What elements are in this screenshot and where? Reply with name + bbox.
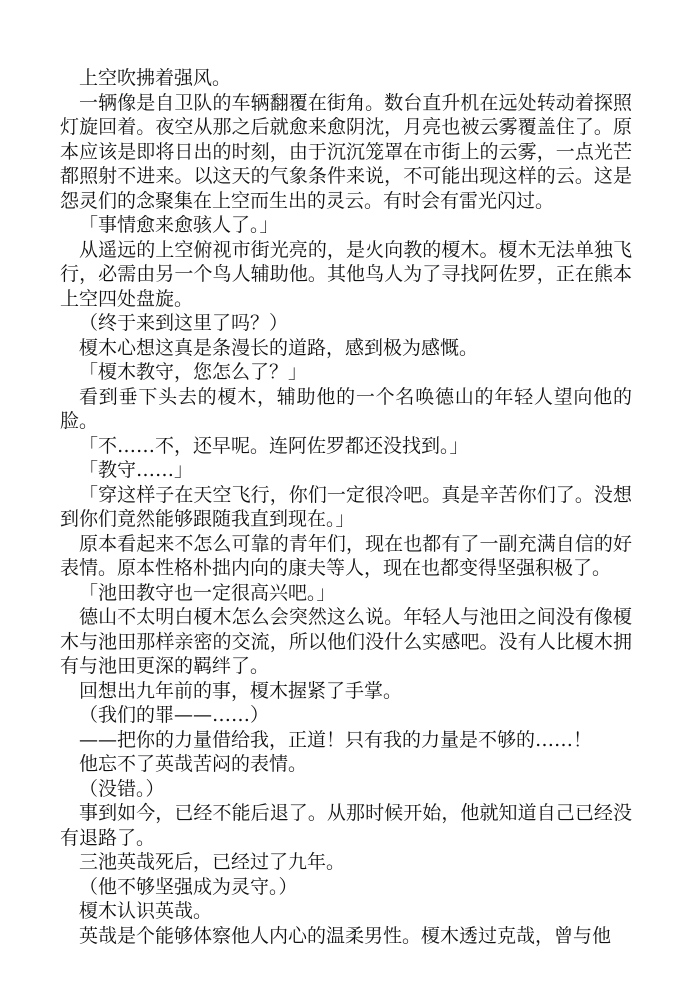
dialogue-line: 「池田教守也一定很高兴吧。」 [79,581,336,604]
paragraph: 上空吹拂着强风。 [79,67,232,89]
paragraph: 事到如今，已经不能后退了。从那时候开始，他就知道自己已经没有退路了。 [60,802,632,849]
dialogue-line: 「穿这样子在天空飞行，你们一定很冷吧。真是辛苦你们了。没想到你们竟然能够跟随我直到现在。」 [60,483,632,530]
paragraph: 一辆像是自卫队的车辆翻覆在街角。数台直升机在远处转动着探照灯旋回着。夜空从那之后就愈来愈阴沈，月亮也被云雾覆盖住了。原本应该是即将日出的时刻，由于沉沉笼罩在市街上的云雾，一点光芒都照射不进来。以这天的气象条件来说，不可能出现这样的云。这是怨灵们的念聚集在上空而生出的灵云。有时会有雷光闪过。 [60,91,632,212]
dialogue-line: 「不……不，还早呢。连阿佐罗都还没找到。」 [79,434,469,457]
paragraph: 榎木心想这真是条漫长的道路，感到极为感慨。 [79,336,479,359]
inner-thought: （没错。） [79,777,165,800]
paragraph: 三池英哉死后，已经过了九年。 [79,851,346,873]
inner-thought: （我们的罪——……） [79,704,270,726]
paragraph: 榎木认识英哉。 [79,900,213,922]
dialogue-line: 「教守……」 [79,459,194,481]
paragraph: 回想出九年前的事，榎木握紧了手掌。 [79,679,403,702]
paragraph: 原本看起来不怎么可靠的青年们，现在也都有了一副充满自信的好表情。原本性格朴拙内向的康夫等人，现在也都变得坚强积极了。 [60,532,632,579]
dialogue-line: 「榎木教守，您怎么了？」 [79,361,308,383]
paragraph: 他忘不了英哉苦闷的表情。 [79,753,308,775]
paragraph: 看到垂下头去的榎木，辅助他的一个名唤德山的年轻人望向他的脸。 [60,385,632,432]
flashback-line: ——把你的力量借给我，正道！只有我的力量是不够的……！ [79,728,593,751]
inner-thought: （他不够坚强成为灵守。） [79,875,298,898]
novel-page [60,66,632,948]
dialogue-line: 「事情愈来愈骇人了。」 [79,214,279,236]
paragraph: 英哉是个能够体察他人内心的温柔男性。榎木透过克哉，曾与他 [79,924,612,947]
paragraph: 德山不太明白榎木怎么会突然这么说。年轻人与池田之间没有像榎木与池田那样亲密的交流，所以他们没什么实感吧。没有人比榎木拥有与池田更深的羁绊了。 [60,606,632,677]
paragraph: 从遥远的上空俯视市街光亮的，是火向教的榎木。榎木无法单独飞行，必需由另一个鸟人辅助他。其他鸟人为了寻找阿佐罗，正在熊本上空四处盘旋。 [60,238,632,310]
inner-thought: （终于来到这里了吗？） [79,312,289,334]
